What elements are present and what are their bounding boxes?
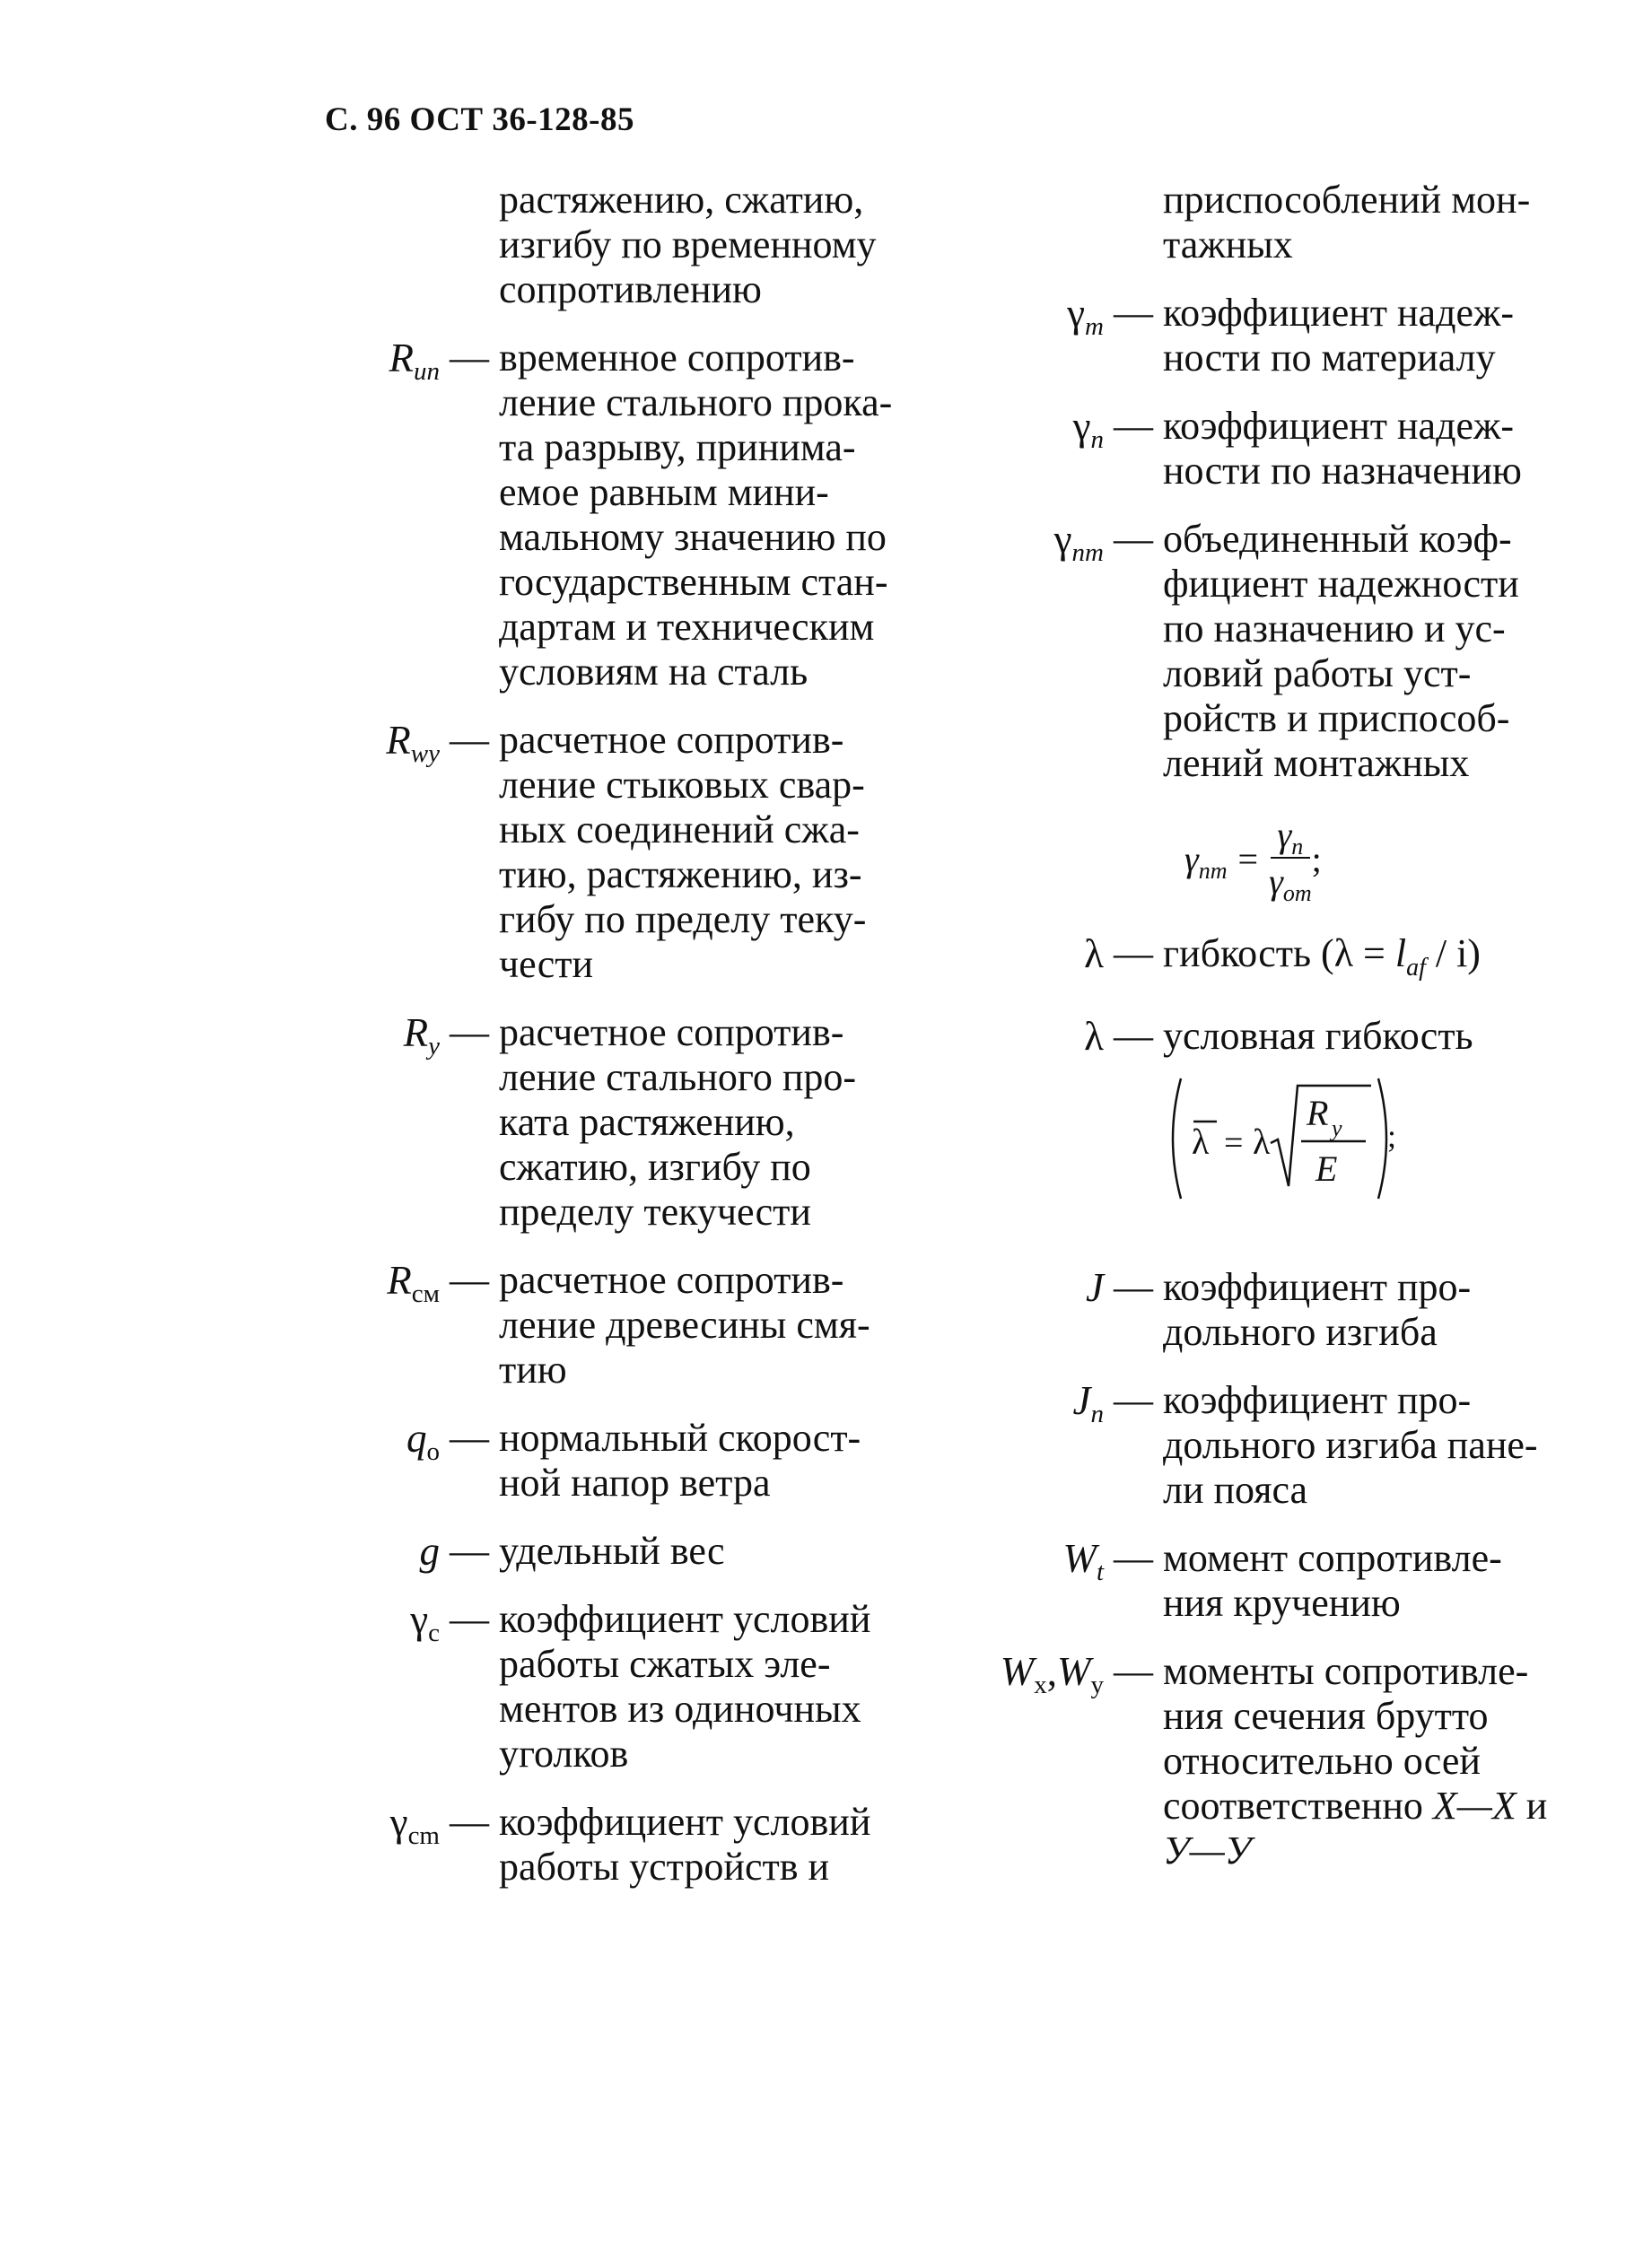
definition-text: коэффициент надеж- ности по назначению [1163, 404, 1522, 493]
definition-entry: $R_{wy}$ — расчетное сопротив- ление стыковых свар- ных соединений сжа- тию, растяжению, из- гибу по пределу теку- чести [341, 718, 915, 987]
definition-text: коэффициент про- дольного изгиба [1163, 1264, 1472, 1354]
svg-text:λ: λ [1253, 1121, 1271, 1162]
entry-lambda-bar: λ — условная гибкость [978, 1014, 1588, 1059]
svg-text:y: y [1332, 1114, 1342, 1141]
symbol: $R_{wy}$ [386, 718, 440, 768]
entry-lambda: λ — гибкость $(\lambda = l_{af} / i)$ [978, 931, 1588, 991]
definition-entry: $\gamma_c$ — коэффициент условий работы сжатых эле- ментов из одиночных уголков [341, 1597, 915, 1776]
right-column [978, 178, 1588, 1873]
left-continuation-text: растяжению, сжатию, изгибу по временному сопротивлению [499, 178, 877, 311]
left-column [341, 178, 915, 1890]
symbol: $W_t$ [1062, 1535, 1104, 1586]
definition-entry: $\gamma_{cm}$ — коэффициент условий работы устройств и [341, 1800, 915, 1890]
symbol: $R_{см}$ [387, 1258, 440, 1308]
definition-entry: $R_{un}$ — временное сопротив- ление стального прока- та разрыву, принима- емое равным мини- мальному значению по государственным стан- дартам и техническим условиям на сталь [341, 336, 915, 694]
symbol-wx-wy: $W_x,W_y$ [1000, 1648, 1104, 1699]
symbol: $\gamma_n$ [1072, 404, 1104, 454]
symbol: $\gamma_{nm}$ [1053, 517, 1104, 567]
entry-wx-wy: $W_x,W_y$ — моменты сопротивле- ния сечения брутто относительно осей соответственно X—X и У—У [978, 1649, 1588, 1873]
formula-gamma-fraction: $\frac{\gamma_n}{\gamma_{om}}$ [1269, 815, 1312, 906]
definition-text: временное сопротив- ление стального прока- та разрыву, принима- емое равным мини- мальному значению по государственным стан- дартам и техническим условиям на сталь [499, 336, 893, 694]
symbol: $\gamma_c$ [410, 1597, 440, 1647]
definition-text: коэффициент надеж- ности по материалу [1163, 291, 1515, 380]
definition-text: расчетное сопротив- ление стального про- ката растяжению, сжатию, изгибу по пределу текучести [499, 1010, 857, 1234]
definition-entry: $R_{см}$ — расчетное сопротив- ление древесины смя- тию [341, 1258, 915, 1392]
svg-text:=: = [1224, 1123, 1244, 1162]
right-entries-a [978, 267, 1588, 786]
symbol: $\gamma_{cm}$ [389, 1800, 440, 1850]
definition-text: удельный вес [499, 1529, 725, 1573]
definition-entry: $\gamma_m$ — коэффициент надеж- ности по материалу [978, 291, 1588, 380]
definition-text: расчетное сопротив- ление древесины смя- тию [499, 1258, 870, 1392]
left-entries [341, 312, 915, 1890]
page-header: С. 96 ОСТ 36-128-85 [325, 101, 634, 138]
definition-entry: g — удельный вес [341, 1529, 915, 1574]
symbol: J [1086, 1264, 1104, 1310]
definition-text: расчетное сопротив- ление стыковых свар- ных соединений сжа- тию, растяжению, из- гибу по пределу теку- чести [499, 718, 867, 986]
definition-lambda: гибкость $(\lambda = l_{af} / i)$ [1163, 931, 1481, 982]
definition-entry: $\gamma_{nm}$ — объединенный коэф- фициент надежности по назначению и ус- ловий работы уст- ройств и приспособ- лений монтажных [978, 517, 1588, 786]
definition-entry: J — коэффициент про- дольного изгиба [978, 1265, 1588, 1355]
svg-text:E: E [1315, 1148, 1338, 1189]
formula-gamma-lhs: $\gamma_{nm}$ [1184, 838, 1228, 884]
definition-wx-wy: моменты сопротивле- ния сечения брутто относительно осей соответственно X—X и У—У [1163, 1648, 1548, 1873]
symbol-lambda-bar: λ [1084, 1013, 1104, 1059]
definition-entry: $J_n$ — коэффициент про- дольного изгиба пане- ли пояса [978, 1378, 1588, 1513]
definition-entry: $W_t$ — момент сопротивле- ния кручению [978, 1536, 1588, 1626]
symbol: $\gamma_m$ [1067, 291, 1104, 341]
definition-text: нормальный скорост- ной напор ветра [499, 1416, 861, 1505]
formula-lambda-bar-svg [1163, 1071, 1432, 1206]
symbol: $q_o$ [406, 1416, 440, 1466]
svg-text:R: R [1307, 1092, 1329, 1133]
symbol: $R_{un}$ [389, 336, 440, 386]
definition-text: коэффициент условий работы устройств и [499, 1800, 871, 1889]
definition-lambda-bar: условная гибкость [1163, 1013, 1473, 1058]
definition-text: коэффициент условий работы сжатых эле- ментов из одиночных уголков [499, 1597, 871, 1776]
definition-entry: $R_y$ — расчетное сопротив- ление стального про- ката растяжению, сжатию, изгибу по пределу текучести [341, 1010, 915, 1235]
definition-text: объединенный коэф- фициент надежности по назначению и ус- ловий работы уст- ройств и приспособ- лений монтажных [1163, 517, 1519, 785]
formula-gamma-nm: $\gamma_{nm}$ = $\frac{\gamma_n}{\gamma_{om}}$ ; [1184, 815, 1322, 906]
svg-text:λ: λ [1192, 1121, 1210, 1162]
definition-text: момент сопротивле- ния кручению [1163, 1535, 1502, 1625]
symbol: g [419, 1529, 440, 1574]
symbol: $R_y$ [403, 1010, 440, 1061]
right-entries-b [978, 1242, 1588, 1626]
svg-text:;: ; [1387, 1117, 1397, 1154]
definition-text: коэффициент про- дольного изгиба пане- ли пояса [1163, 1377, 1538, 1512]
definition-entry: $\gamma_n$ — коэффициент надеж- ности по назначению [978, 404, 1588, 493]
formula-lambda-bar [1163, 1071, 1588, 1206]
right-continuation-text: приспособлений мон- тажных [1163, 178, 1531, 266]
symbol: $J_n$ [1072, 1377, 1104, 1428]
definition-entry: $q_o$ — нормальный скорост- ной напор ветра [341, 1416, 915, 1506]
symbol-lambda: λ [1084, 931, 1104, 976]
